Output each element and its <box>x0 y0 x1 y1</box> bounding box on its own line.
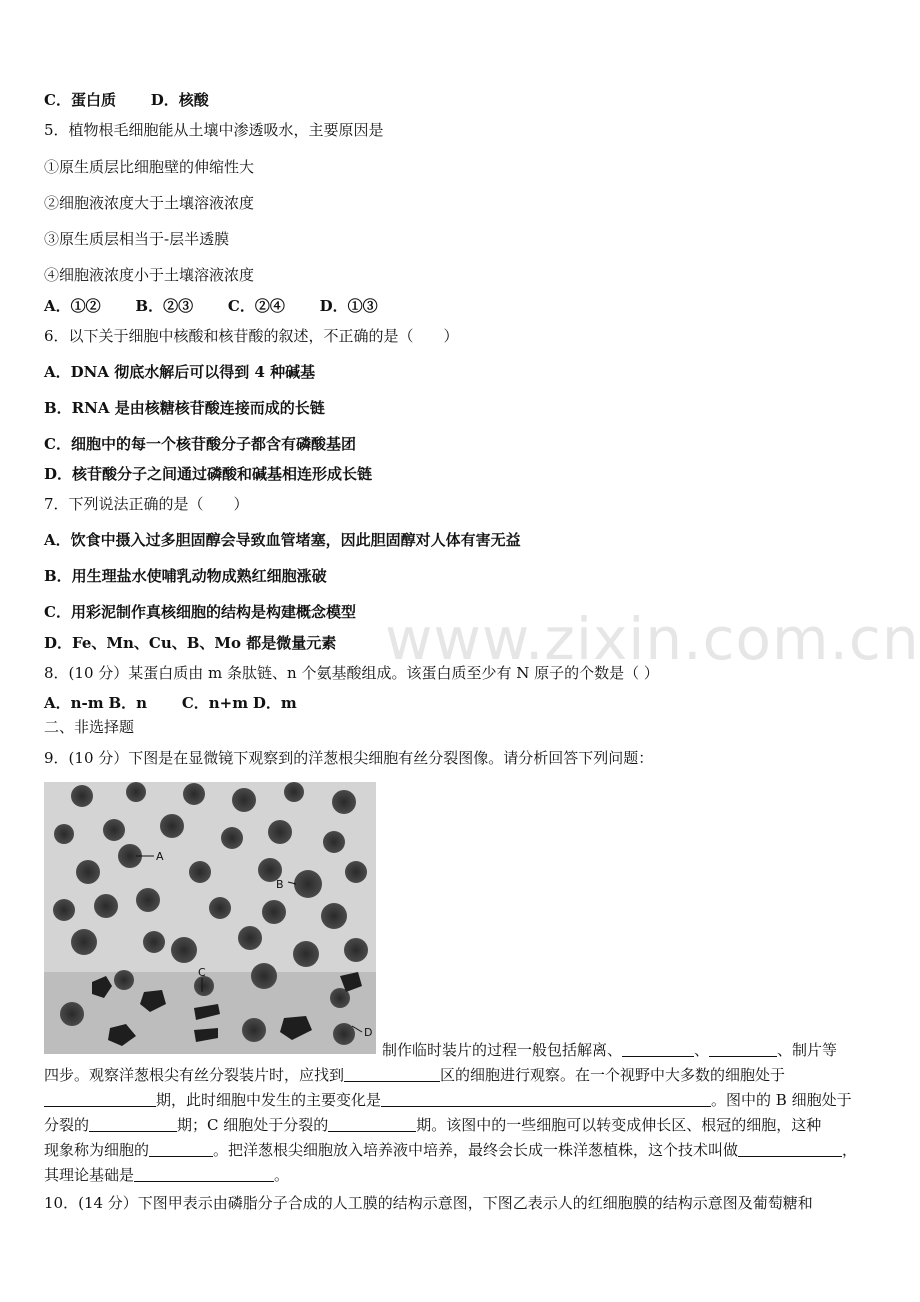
q5-options <box>44 296 378 316</box>
q9-text-12: 。把洋葱根尖细胞放入培养液中培养，最终会长成一株洋葱植株，这个技术叫做 <box>213 1141 739 1159</box>
q5-stem: 5．植物根毛细胞能从土壤中渗透吸水，主要原因是 <box>44 121 384 139</box>
q9-text-8: 分裂的 <box>44 1116 90 1134</box>
q9-stem: 9．(10 分）下图是在显微镜下观察到的洋葱根尖细胞有丝分裂图像。请分析回答下列问题： <box>44 749 654 767</box>
answer-blank-8[interactable] <box>149 1142 213 1157</box>
q9-text-5: 区的细胞进行观察。在一个视野中大多数的细胞处于 <box>440 1066 786 1084</box>
q6-stem: 6．以下关于细胞中核酸和核苷酸的叙述，不正确的是（ ） <box>44 327 459 345</box>
q6-option-b: B．RNA 是由核糖核苷酸连接而成的长链 <box>44 399 325 417</box>
q9-text-1: 制作临时装片的过程一般包括解离、 <box>382 1041 623 1059</box>
q5-item-1: ①原生质层比细胞壁的伸缩性大 <box>44 158 255 176</box>
q9-text-3: 、制片等 <box>777 1041 838 1059</box>
q9-text-2: 、 <box>694 1041 710 1059</box>
q7-stem: 7．下列说法正确的是（ ） <box>44 495 249 513</box>
answer-blank-5[interactable] <box>381 1092 711 1107</box>
q5-option-c: C．②④ <box>227 297 285 315</box>
watermark: www.zixin.com.cn <box>385 605 920 673</box>
q4-option-c: C．蛋白质 <box>44 91 116 109</box>
q9-text-10: 期。该图中的一些细胞可以转变成伸长区、根冠的细胞，这种 <box>416 1116 822 1134</box>
answer-blank-4[interactable] <box>44 1092 156 1107</box>
q9-text-14: 其理论基础是 <box>44 1166 135 1184</box>
q6-option-c: C．细胞中的每一个核苷酸分子都含有磷酸基团 <box>44 435 356 453</box>
label-c: C <box>198 966 206 979</box>
q8-option-b: B．n <box>108 694 148 712</box>
q7-option-b: B．用生理盐水使哺乳动物成熟红细胞涨破 <box>44 567 327 585</box>
q6-option-d: D．核苷酸分子之间通过磷酸和碱基相连形成长链 <box>44 465 373 483</box>
q4-option-d: D．核酸 <box>150 91 209 109</box>
answer-blank-10[interactable] <box>134 1167 274 1182</box>
answer-blank-7[interactable] <box>328 1117 416 1132</box>
onion-root-tip-cells <box>44 782 376 1054</box>
q8-option-d: D．m <box>252 694 297 712</box>
answer-blank-6[interactable] <box>89 1117 177 1132</box>
label-d: D <box>364 1026 373 1039</box>
q9-text-11: 现象称为细胞的 <box>44 1141 150 1159</box>
q5-item-3: ③原生质层相当于-层半透膜 <box>44 230 230 248</box>
q4-options <box>44 90 209 110</box>
q8-options <box>44 693 297 713</box>
answer-blank-2[interactable] <box>709 1042 777 1057</box>
q9-text-9: 期；C 细胞处于分裂的 <box>177 1116 329 1134</box>
label-b: B <box>276 878 284 891</box>
q8-option-a: A．n-m <box>44 694 104 712</box>
answer-blank-1[interactable] <box>622 1042 694 1057</box>
q9-text-6: 期，此时细胞中发生的主要变化是 <box>156 1091 382 1109</box>
answer-blank-3[interactable] <box>344 1067 440 1082</box>
q5-item-2: ②细胞液浓度大于土壤溶液浓度 <box>44 194 255 212</box>
q5-option-d: D．①③ <box>319 297 378 315</box>
q7-option-d: D．Fe、Mn、Cu、B、Mo 都是微量元素 <box>44 634 337 652</box>
q8-option-c: C．n+m <box>181 694 249 712</box>
q9-text-15: 。 <box>274 1166 290 1184</box>
q9-text-7: 。图中的 B 细胞处于 <box>711 1091 852 1109</box>
q7-option-a: A．饮食中摄入过多胆固醇会导致血管堵塞，因此胆固醇对人体有害无益 <box>44 531 521 549</box>
label-a: A <box>156 850 164 863</box>
q5-option-a: A．①② <box>44 297 101 315</box>
q5-item-4: ④细胞液浓度小于土壤溶液浓度 <box>44 266 255 284</box>
q5-option-b: B．②③ <box>135 297 194 315</box>
q10-stem: 10．(14 分）下图甲表示由磷脂分子合成的人工膜的结构示意图，下图乙表示人的红细胞膜的结构示意图及葡萄糖和 <box>44 1194 813 1212</box>
q9-text-4: 四步。观察洋葱根尖有丝分裂装片时，应找到 <box>44 1066 345 1084</box>
q6-option-a: A．DNA 彻底水解后可以得到 4 种碱基 <box>44 363 316 381</box>
micrograph-image <box>44 782 376 1054</box>
q9-paragraph <box>44 1038 880 1188</box>
section-heading: 二、非选择题 <box>44 718 135 736</box>
q8-stem: 8．(10 分）某蛋白质由 m 条肽链、n 个氨基酸组成。该蛋白质至少有 N 原子的个数是（ ） <box>44 664 659 682</box>
q7-option-c: C．用彩泥制作真核细胞的结构是构建概念模型 <box>44 603 356 621</box>
q9-text-13: ， <box>842 1141 858 1159</box>
answer-blank-9[interactable] <box>738 1142 842 1157</box>
